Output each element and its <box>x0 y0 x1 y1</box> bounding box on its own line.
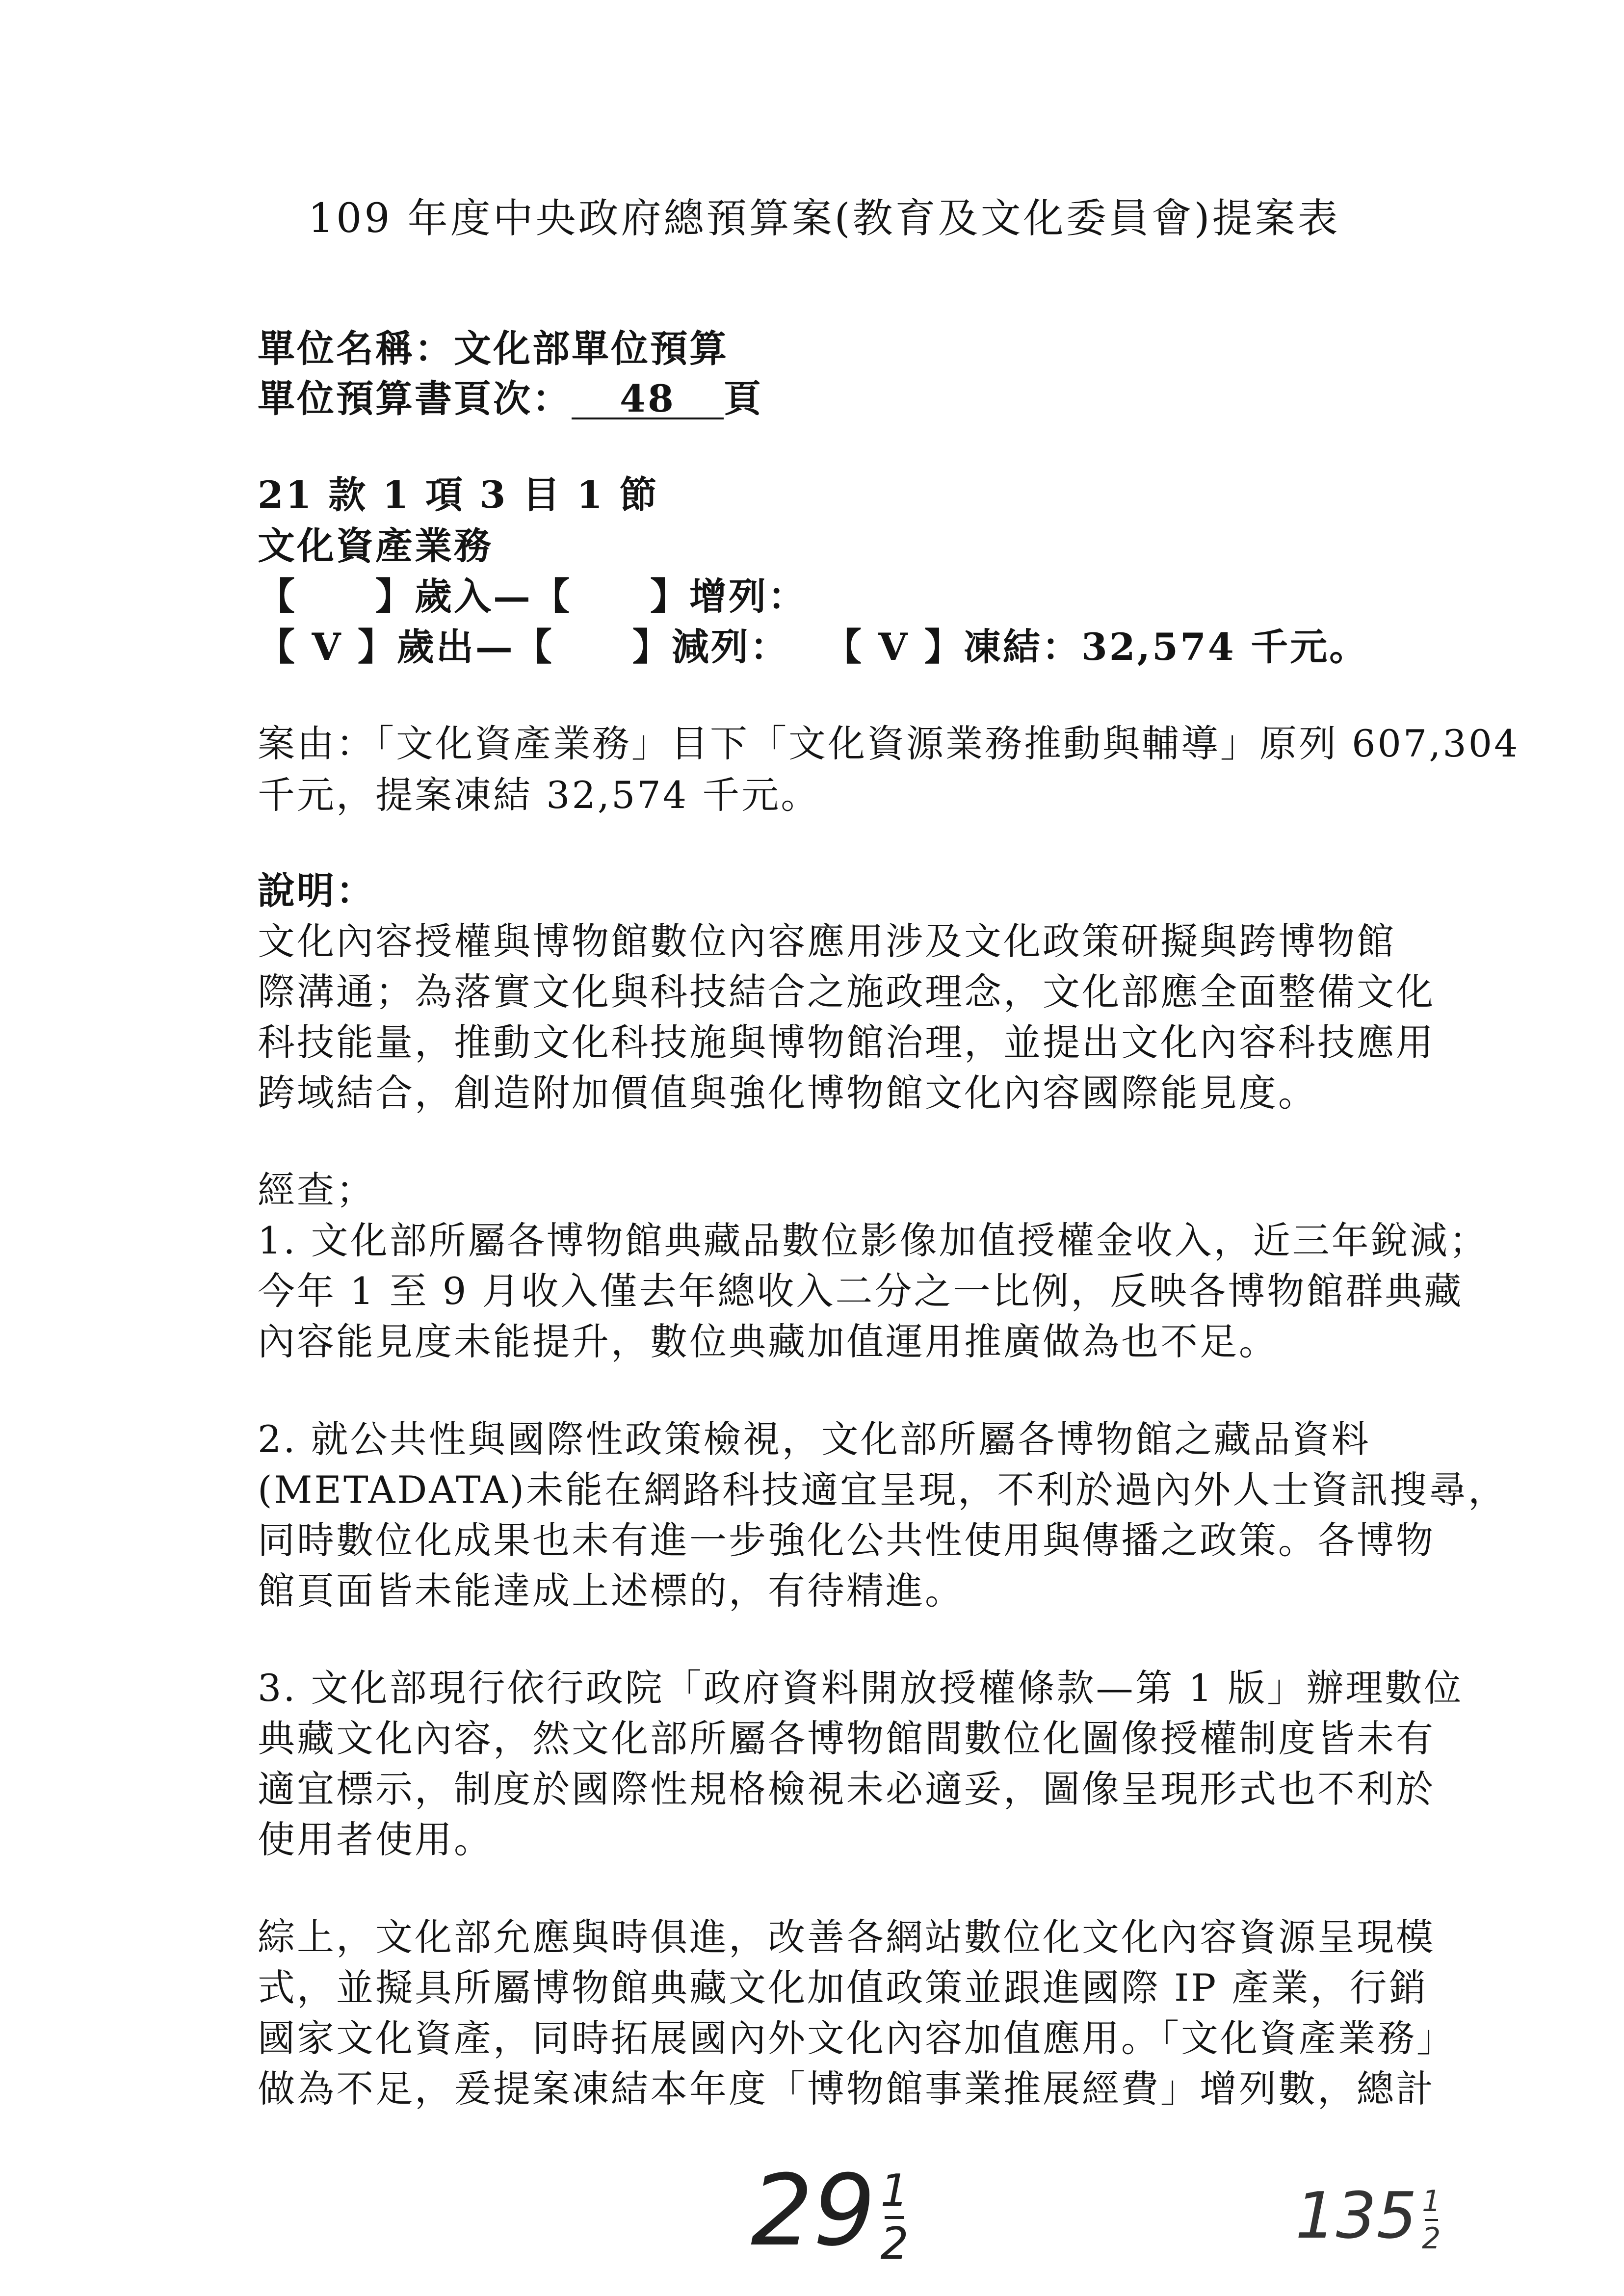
finding-3-line: 3. 文化部現行依行政院「政府資料開放授權條款—第 1 版」辦理數位 <box>258 1666 1464 1710</box>
page-reference <box>258 369 763 422</box>
finding-3-line: 使用者使用。 <box>258 1818 493 1861</box>
fraction-numerator: 1 <box>880 2165 909 2217</box>
handwritten-side-page-number <box>1295 2178 1441 2256</box>
explanation-line: 跨域結合，創造附加價值與強化博物館文化內容國際能見度。 <box>258 1071 1317 1115</box>
explanation-line: 科技能量，推動文化科技施與博物館治理，並提出文化內容科技應用 <box>258 1020 1435 1064</box>
fraction-denominator: 2 <box>880 2218 909 2270</box>
finding-3-line: 典藏文化內容，然文化部所屬各博物館間數位化圖像授權制度皆未有 <box>258 1717 1435 1760</box>
fraction-numerator: 1 <box>1422 2184 1441 2219</box>
finding-2-line: 館頁面皆未能達成上述標的，有待精進。 <box>258 1569 964 1613</box>
summary-line: 國家文化資產，同時拓展國內外文化內容加值應用。「文化資產業務」 <box>258 2016 1456 2060</box>
budget-section: 21 款 1 項 3 目 1 節 <box>258 473 659 517</box>
findings-heading: 經查； <box>258 1168 375 1212</box>
side-page-number: 135 <box>1295 2178 1417 2253</box>
document-title: 109 年度中央政府總預算案(教育及文化委員會)提案表 <box>308 195 1340 242</box>
freeze-amount: 【 V 】凍結：32,574 千元。 <box>824 625 1369 669</box>
finding-2-line: (METADATA)未能在網路科技適宜呈現，不利於過內外人士資訊搜尋， <box>258 1468 1508 1512</box>
fraction-bar <box>1425 2219 1438 2221</box>
page-reference-label: 單位預算書頁次： <box>258 377 572 420</box>
explanation-heading: 說明： <box>258 869 375 913</box>
reason-line: 案由：「文化資產業務」目下「文化資源業務推動與輔導」原列 607,304 <box>258 722 1520 765</box>
finding-1-line: 1. 文化部所屬各博物館典藏品數位影像加值授權金收入，近三年銳減； <box>258 1219 1489 1262</box>
summary-line: 式，並擬具所屬博物館典藏文化加值政策並跟進國際 IP 產業，行銷 <box>258 1966 1428 2009</box>
finding-3-line: 適宜標示，制度於國際性規格檢視未必適妥，圖像呈現形式也不利於 <box>258 1767 1435 1811</box>
finding-2-line: 同時數位化成果也未有進一步強化公共性使用與傳播之政策。各博物 <box>258 1518 1435 1562</box>
page-reference-value: 48 <box>572 380 724 419</box>
explanation-line: 文化內容授權與博物館數位內容應用涉及文化政策研擬與跨博物館 <box>258 919 1396 963</box>
summary-line: 綜上，文化部允應與時俱進，改善各網站數位化文化內容資源呈現模 <box>258 1915 1435 1959</box>
fraction-denominator: 2 <box>1422 2221 1441 2256</box>
finding-1-line: 今年 1 至 9 月收入僅去年總收入二分之一比例，反映各博物館群典藏 <box>258 1269 1464 1313</box>
unit-name: 單位名稱：文化部單位預算 <box>258 327 729 370</box>
page-reference-suffix: 頁 <box>724 377 763 420</box>
finding-2-line: 2. 就公共性與國際性政策檢視，文化部所屬各博物館之藏品資料 <box>258 1417 1371 1461</box>
revenue-row: 【 】歲入—【 】增列： <box>258 574 807 618</box>
reason-line: 千元，提案凍結 32,574 千元。 <box>258 773 820 817</box>
summary-line: 做為不足，爰提案凍結本年度「博物館事業推展經費」增列數，總計 <box>258 2067 1435 2111</box>
handwritten-page-number <box>751 2154 909 2268</box>
explanation-line: 際溝通；為落實文化與科技結合之施政理念，文化部應全面整備文化 <box>258 970 1435 1014</box>
page-number-fraction <box>880 2165 909 2270</box>
expense-row: 【 V 】歲出—【 】減列： <box>258 625 789 669</box>
finding-1-line: 內容能見度未能提升，數位典藏加值運用推廣做為也不足。 <box>258 1320 1278 1363</box>
side-page-fraction <box>1422 2184 1441 2256</box>
budget-item: 文化資產業務 <box>258 524 493 568</box>
page-number-main: 29 <box>751 2154 876 2268</box>
